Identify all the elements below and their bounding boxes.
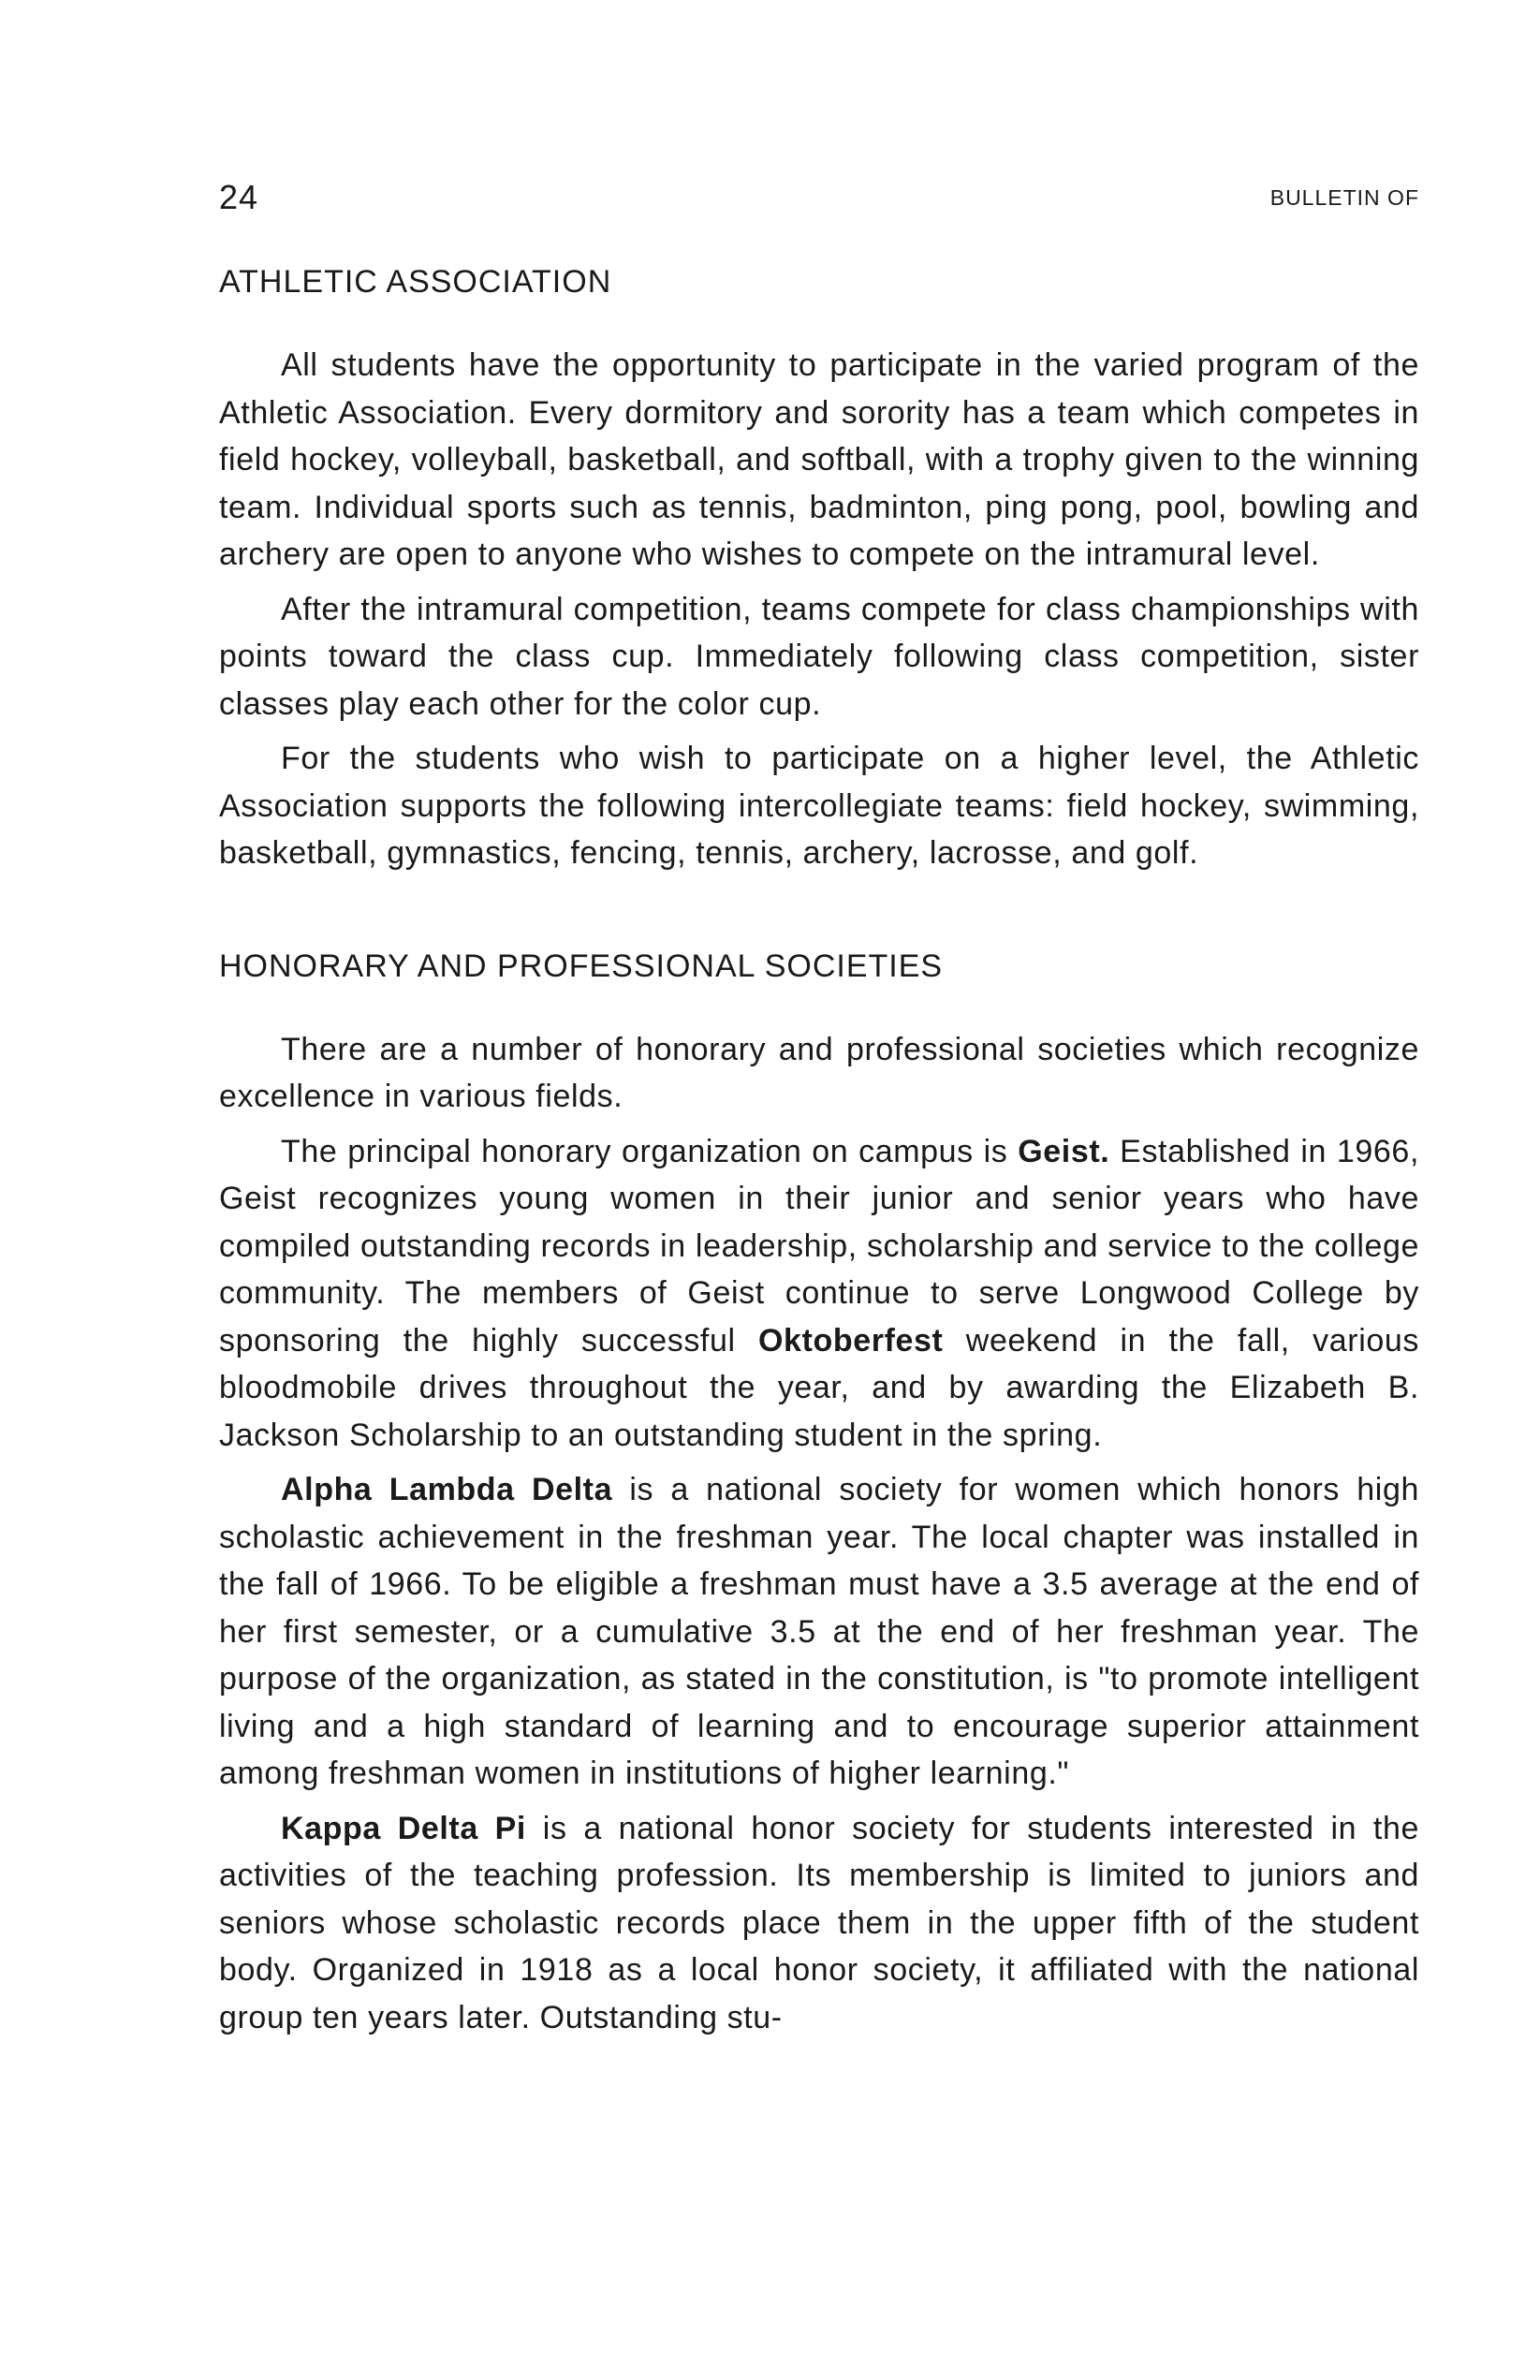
geist-paragraph	[219, 1128, 1419, 1460]
kappa-delta-pi-paragraph	[219, 1805, 1419, 2042]
athletic-body	[219, 342, 1419, 877]
honorary-intro-paragraph: There are a number of honorary and professional societies which recognize excellence in various fields.	[219, 1031, 1419, 1114]
page-number: 24	[219, 178, 259, 216]
running-title: BULLETIN OF	[1269, 185, 1419, 210]
oktoberfest-name: Oktoberfest	[758, 1322, 944, 1359]
alpha-lambda-delta-paragraph	[219, 1466, 1419, 1798]
kappa-delta-pi-text: is a national honor society for students interested in the activities of the teaching profession. Its membership is limited to juniors and seniors whose scholastic records place them in the upper fifth of the student body. Organized in 1918 as a local honor society, it affiliated with the national group ten years later. Outstanding stu-	[219, 1810, 1420, 2035]
geist-name: Geist.	[1018, 1133, 1110, 1169]
section-heading-honorary: HONORARY AND PROFESSIONAL SOCIETIES	[219, 948, 944, 984]
honorary-body	[219, 1026, 1419, 2042]
athletic-paragraph: All students have the opportunity to participate in the varied program of the Athletic Association. Every dormitory and sorority has a team which competes in field hockey, volleyball, basketball, and softball, with a trophy given to the winning team. Individual sports such as tennis, badminton, ping pong, pool, bowling and archery are open to anyone who wishes to compete on the intramural level.	[219, 347, 1419, 572]
alpha-lambda-delta-text: is a national society for women which honors high scholastic achievement in the freshman year. The local chapter was installed in the fall of 1966. To be eligible a freshman must have a 3.5 average at the end of her first semester, or a cumulative 3.5 at the end of her freshman year. The purpose of the organization, as stated in the constitution, is "to promote intelligent living and a high standard of learning and to encourage superior attainment among freshman women in institutions of higher learning."	[219, 1472, 1419, 1791]
bulletin-page	[219, 178, 1419, 2041]
kappa-delta-pi-name: Kappa Delta Pi	[281, 1810, 526, 1846]
geist-tail-text: weekend in the fall, various bloodmobile drives throughout the year, and by awarding the Elizabeth B. Jackson Scholarship to an outstanding student in the spring.	[219, 1322, 1419, 1453]
geist-middle-text: Established in 1966, Geist recognizes young women in their junior and senior years who have compiled outstanding records in leadership, scholarship and service to the college community. The members of Geist continue to serve Longwood College by sponsoring the highly successful	[219, 1133, 1419, 1359]
athletic-association-section	[219, 264, 1419, 877]
alpha-lambda-delta-name: Alpha Lambda Delta	[281, 1472, 613, 1507]
athletic-paragraph: After the intramural competition, teams compete for class championships with points toward the class cup. Immediately following class competition, sister classes play each other for the color cup.	[219, 591, 1419, 722]
athletic-paragraph: For the students who wish to participate on a higher level, the Athletic Association supports the following intercollegiate teams: field hockey, swimming, basketball, gymnastics, fencing, tennis, archery, lacrosse, and golf.	[219, 741, 1419, 871]
honorary-societies-section	[219, 948, 1419, 2042]
section-heading-athletic: ATHLETIC ASSOCIATION	[219, 264, 612, 300]
running-header	[219, 178, 1419, 225]
geist-lead-text: The principal honorary organization on campus is	[281, 1133, 1019, 1169]
